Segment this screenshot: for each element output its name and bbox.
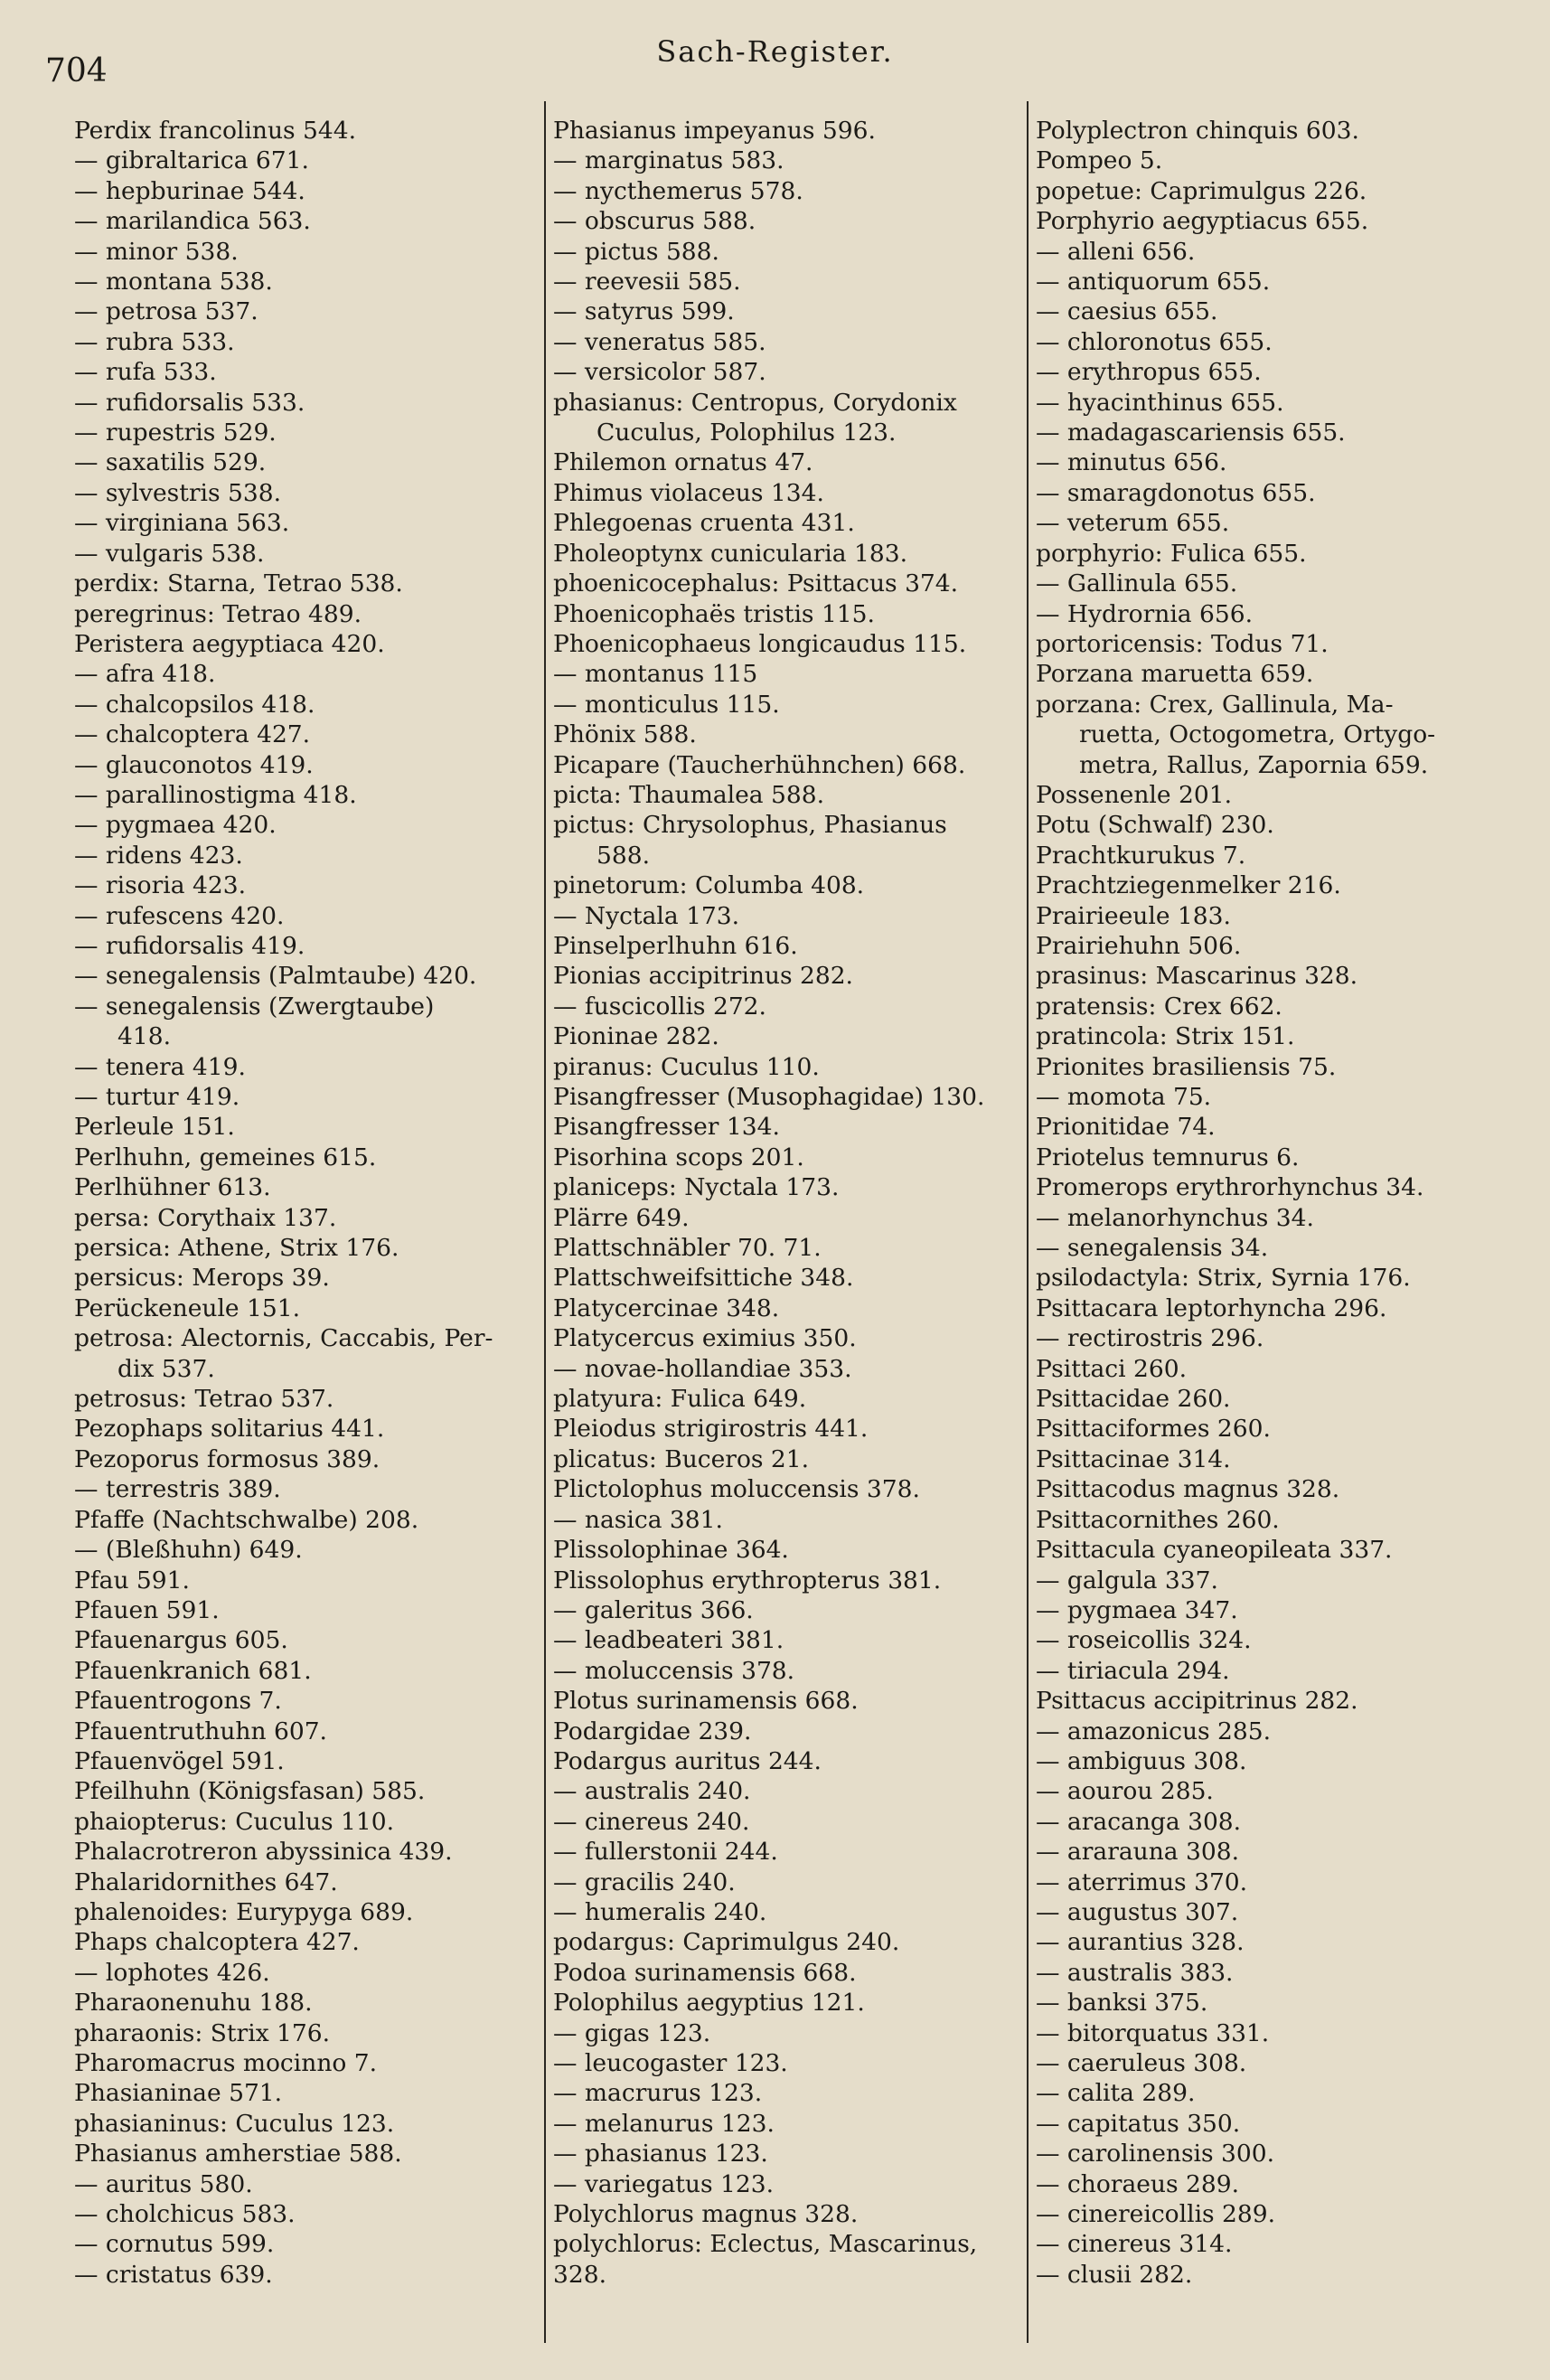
index-entry: Pezoporus formosus 389. [74, 1444, 380, 1473]
index-entry: Prionites brasiliensis 75. [1036, 1052, 1337, 1081]
index-entry: Potu (Schwalf) 230. [1036, 811, 1274, 840]
index-entry: Platycercus eximius 350. [553, 1324, 857, 1353]
index-entry: plicatus: Buceros 21. [553, 1444, 810, 1473]
index-entry: Phoenicophaeus longicaudus 115. [553, 629, 967, 658]
index-entry: prasinus: Mascarinus 328. [1036, 962, 1358, 991]
index-entry: — risoria 423. [74, 871, 246, 900]
index-entry: 328. [553, 2260, 607, 2289]
index-entry: — australis 240. [553, 1777, 751, 1806]
index-entry: portoricensis: Todus 71. [1036, 629, 1329, 658]
index-entry: — banksi 375. [1036, 1989, 1208, 2018]
index-column-1 [74, 116, 535, 2290]
index-entry: — afra 418. [74, 660, 216, 689]
index-entry: — moluccensis 378. [553, 1656, 795, 1685]
index-entry: — hepburinae 544. [74, 176, 305, 205]
index-entry: — tenera 419. [74, 1052, 246, 1081]
index-entry: — galgula 337. [1036, 1566, 1218, 1595]
index-entry: Cuculus, Polophilus 123. [597, 419, 897, 447]
index-entry: — cristatus 639. [74, 2260, 273, 2289]
index-entry: porphyrio: Fulica 655. [1036, 539, 1307, 568]
index-entry: — terrestris 389. [74, 1475, 281, 1504]
index-entry: — chalcoptera 427. [74, 720, 311, 749]
index-entry: Pharomacrus mocinno 7. [74, 2049, 378, 2077]
index-entry: — aterrimus 370. [1036, 1867, 1248, 1896]
index-entry: Prairieeule 183. [1036, 901, 1231, 930]
index-entry: — phasianus 123. [553, 2140, 768, 2168]
index-entry: Polyplectron chinquis 603. [1036, 117, 1359, 145]
index-entry: Pinselperlhuhn 616. [553, 931, 798, 960]
index-entry: — gigas 123. [553, 2018, 711, 2047]
index-entry: Psittacara leptorhyncha 296. [1036, 1293, 1387, 1322]
index-entry: Promerops erythrorhynchus 34. [1036, 1173, 1424, 1202]
index-entry: — cinereicollis 289. [1036, 2200, 1276, 2229]
index-entry: — rufescens 420. [74, 901, 285, 930]
index-entry: planiceps: Nyctala 173. [553, 1173, 840, 1202]
index-entry: Perlhuhn, gemeines 615. [74, 1143, 377, 1171]
index-entry: — smaragdonotus 655. [1036, 478, 1316, 507]
index-entry: Phlegoenas cruenta 431. [553, 509, 855, 538]
page-number: 704 [45, 52, 108, 89]
index-entry: — clusii 282. [1036, 2260, 1193, 2289]
index-entry: Polophilus aegyptius 121. [553, 1989, 865, 2018]
index-entry: — minutus 656. [1036, 448, 1227, 477]
index-entry: metra, Rallus, Zapornia 659. [1079, 750, 1429, 779]
index-entry: — rufa 533. [74, 358, 217, 387]
index-entry: podargus: Caprimulgus 240. [553, 1928, 900, 1957]
index-entry: Pisangfresser (Musophagidae) 130. [553, 1083, 985, 1111]
index-entry: Perückeneule 151. [74, 1293, 301, 1322]
index-entry: Pfau 591. [74, 1566, 190, 1595]
index-column-2 [553, 116, 1010, 2290]
index-entry: — momota 75. [1036, 1083, 1212, 1111]
index-entry: Pfauenkranich 681. [74, 1656, 312, 1685]
index-entry: Pfauenargus 605. [74, 1626, 288, 1655]
index-entry: Pfaffe (Nachtschwalbe) 208. [74, 1505, 419, 1534]
index-entry: Prachtkurukus 7. [1036, 841, 1246, 870]
index-entry: — cinereus 240. [553, 1807, 750, 1836]
index-entry: — choraeus 289. [1036, 2169, 1240, 2198]
index-entry: — ambiguus 308. [1036, 1746, 1247, 1775]
index-entry: — nasica 381. [553, 1505, 723, 1534]
index-entry: picta: Thaumalea 588. [553, 780, 825, 809]
index-entry: Plattschweifsittiche 348. [553, 1264, 854, 1293]
index-entry: Picapare (Taucherhühnchen) 668. [553, 750, 966, 779]
index-entry: — (Bleßhuhn) 649. [74, 1536, 303, 1565]
index-entry: Pfauentrogons 7. [74, 1687, 282, 1716]
index-entry: — chloronotus 655. [1036, 327, 1273, 356]
index-entry: Peristera aegyptiaca 420. [74, 629, 385, 658]
index-entry: — hyacinthinus 655. [1036, 388, 1284, 417]
index-entry: — gracilis 240. [553, 1867, 736, 1896]
index-entry: Psittacus accipitrinus 282. [1036, 1687, 1358, 1716]
index-entry: Pionias accipitrinus 282. [553, 962, 853, 991]
index-entry: Porphyrio aegyptiacus 655. [1036, 207, 1369, 236]
index-entry: — caesius 655. [1036, 297, 1218, 326]
index-entry: Pholeoptynx cunicularia 183. [553, 539, 907, 568]
index-entry: — Gallinula 655. [1036, 569, 1238, 598]
index-entry: — pygmaea 347. [1036, 1595, 1238, 1624]
index-entry: pratincola: Strix 151. [1036, 1022, 1295, 1051]
index-entry: — minor 538. [74, 237, 239, 266]
index-entry: — chalcopsilos 418. [74, 690, 315, 719]
index-entry: — leucogaster 123. [553, 2049, 788, 2077]
index-entry: Phimus violaceus 134. [553, 478, 824, 507]
column-divider [1027, 101, 1029, 2343]
column-divider [544, 101, 546, 2343]
index-entry: 418. [117, 1022, 172, 1051]
index-entry: — variegatus 123. [553, 2169, 775, 2198]
index-entry: — antiquorum 655. [1036, 268, 1271, 296]
index-entry: perdix: Starna, Tetrao 538. [74, 569, 403, 598]
index-entry: — carolinensis 300. [1036, 2140, 1275, 2168]
index-entry: — fullerstonii 244. [553, 1838, 778, 1867]
index-entry: Psittacornithes 260. [1036, 1505, 1280, 1534]
index-entry: Pisorhina scops 201. [553, 1143, 804, 1171]
index-entry: Psittacinae 314. [1036, 1444, 1231, 1473]
index-entry: Podargus auritus 244. [553, 1746, 822, 1775]
index-entry: — rubra 533. [74, 327, 235, 356]
index-entry: Phasianinae 571. [74, 2079, 283, 2108]
index-entry: — alleni 656. [1036, 237, 1196, 266]
index-entry: Phaps chalcoptera 427. [74, 1928, 360, 1957]
index-entry: phasianus: Centropus, Corydonix [553, 388, 957, 417]
index-entry: — melanurus 123. [553, 2109, 775, 2138]
index-entry: Pisangfresser 134. [553, 1113, 780, 1142]
index-entry: popetue: Caprimulgus 226. [1036, 176, 1367, 205]
index-entry: dix 537. [117, 1354, 215, 1383]
index-entry: Phalaridornithes 647. [74, 1867, 338, 1896]
index-entry: — Nyctala 173. [553, 901, 740, 930]
index-entry: Plissolophinae 364. [553, 1536, 789, 1565]
index-entry: — galeritus 366. [553, 1595, 754, 1624]
index-entry: — calita 289. [1036, 2079, 1196, 2108]
index-entry: — ararauna 308. [1036, 1838, 1240, 1867]
index-entry: — tiriacula 294. [1036, 1656, 1230, 1685]
index-entry: — veneratus 585. [553, 327, 766, 356]
index-entry: Phasianus amherstiae 588. [74, 2140, 402, 2168]
index-entry: — marilandica 563. [74, 207, 311, 236]
index-entry: pictus: Chrysolophus, Phasianus [553, 811, 947, 840]
index-entry: — nycthemerus 578. [553, 176, 803, 205]
index-entry: ruetta, Octogometra, Ortygo- [1079, 720, 1436, 749]
index-entry: — caeruleus 308. [1036, 2049, 1247, 2077]
index-entry: — senegalensis 34. [1036, 1234, 1269, 1263]
index-entry: Pompeo 5. [1036, 146, 1163, 175]
index-entry: phaiopterus: Cuculus 110. [74, 1807, 395, 1836]
index-entry: Philemon ornatus 47. [553, 448, 813, 477]
index-entry: pratensis: Crex 662. [1036, 992, 1282, 1021]
index-entry: Podargidae 239. [553, 1717, 752, 1745]
index-entry: piranus: Cuculus 110. [553, 1052, 820, 1081]
index-entry: — turtur 419. [74, 1083, 240, 1111]
index-entry: Psittaciformes 260. [1036, 1415, 1271, 1444]
index-entry: psilodactyla: Strix, Syrnia 176. [1036, 1264, 1411, 1293]
index-entry: phoenicocephalus: Psittacus 374. [553, 569, 959, 598]
index-entry: Plictolophus moluccensis 378. [553, 1475, 920, 1504]
index-entry: — amazonicus 285. [1036, 1717, 1272, 1745]
index-entry: — lophotes 426. [74, 1958, 270, 1987]
index-entry: — cornutus 599. [74, 2230, 275, 2259]
index-entry: Pfeilhuhn (Königsfasan) 585. [74, 1777, 426, 1806]
index-entry: Plärre 649. [553, 1203, 690, 1232]
index-entry: — auritus 580. [74, 2169, 253, 2198]
index-entry: Pezophaps solitarius 441. [74, 1415, 385, 1444]
index-entry: — fuscicollis 272. [553, 992, 766, 1021]
index-entry: — vulgaris 538. [74, 539, 265, 568]
page-header: Sach-Register. [656, 34, 894, 69]
index-entry: Phönix 588. [553, 720, 697, 749]
index-entry: petrosa: Alectornis, Caccabis, Per- [74, 1324, 493, 1353]
index-entry: Podoa surinamensis 668. [553, 1958, 857, 1987]
index-entry: — rufidorsalis 419. [74, 931, 305, 960]
index-entry: — melanorhynchus 34. [1036, 1203, 1314, 1232]
index-entry: 588. [597, 841, 651, 870]
index-entry: phalenoides: Eurypyga 689. [74, 1897, 414, 1926]
index-entry: Pfauentruthuhn 607. [74, 1717, 327, 1745]
index-entry: Psittacula cyaneopileata 337. [1036, 1536, 1393, 1565]
index-entry: — versicolor 587. [553, 358, 766, 387]
index-entry: Pfauenvögel 591. [74, 1746, 285, 1775]
index-entry: — virginiana 563. [74, 509, 290, 538]
index-entry: — aurantius 328. [1036, 1928, 1245, 1957]
index-entry: — ridens 423. [74, 841, 243, 870]
index-entry: Phasianus impeyanus 596. [553, 117, 876, 145]
index-entry: Psittaci 260. [1036, 1354, 1188, 1383]
index-entry: — roseicollis 324. [1036, 1626, 1252, 1655]
index-entry: — satyrus 599. [553, 297, 735, 326]
index-entry: — senegalensis (Palmtaube) 420. [74, 962, 477, 991]
index-entry: — madagascariensis 655. [1036, 419, 1346, 447]
index-entry: — glauconotos 419. [74, 750, 314, 779]
index-entry: persica: Athene, Strix 176. [74, 1234, 399, 1263]
index-entry: porzana: Crex, Gallinula, Ma- [1036, 690, 1394, 719]
index-entry: — reevesii 585. [553, 268, 741, 296]
index-entry: — parallinostigma 418. [74, 780, 357, 809]
index-entry: Psittacidae 260. [1036, 1385, 1231, 1414]
index-entry: — augustus 307. [1036, 1897, 1239, 1926]
index-entry: pharaonis: Strix 176. [74, 2018, 331, 2047]
index-entry: — bitorquatus 331. [1036, 2018, 1270, 2047]
index-entry: — saxatilis 529. [74, 448, 267, 477]
index-entry: Perlhühner 613. [74, 1173, 271, 1202]
index-entry: — montanus 115 [553, 660, 758, 689]
index-entry: petrosus: Tetrao 537. [74, 1385, 334, 1414]
index-entry: Prairiehuhn 506. [1036, 931, 1242, 960]
index-entry: — pictus 588. [553, 237, 719, 266]
index-entry: Pharaonenuhu 188. [74, 1989, 313, 2018]
index-entry: Porzana maruetta 659. [1036, 660, 1314, 689]
index-entry: Plattschnäbler 70. 71. [553, 1234, 822, 1263]
index-entry: Platycercinae 348. [553, 1293, 780, 1322]
index-entry: — monticulus 115. [553, 690, 780, 719]
index-entry: — capitatus 350. [1036, 2109, 1241, 2138]
index-entry: — veterum 655. [1036, 509, 1230, 538]
index-entry: Pleiodus strigirostris 441. [553, 1415, 869, 1444]
index-entry: — rectirostris 296. [1036, 1324, 1264, 1353]
index-entry: Phalacrotreron abyssinica 439. [74, 1838, 453, 1867]
index-entry: — petrosa 537. [74, 297, 258, 326]
index-entry: phasianinus: Cuculus 123. [74, 2109, 395, 2138]
index-entry: — erythropus 655. [1036, 358, 1262, 387]
index-entry: Plissolophus erythropterus 381. [553, 1566, 942, 1595]
index-entry: Perleule 151. [74, 1113, 235, 1142]
index-entry: Psittacodus magnus 328. [1036, 1475, 1340, 1504]
index-column-3 [1036, 116, 1506, 2290]
index-entry: persa: Corythaix 137. [74, 1203, 337, 1232]
index-entry: persicus: Merops 39. [74, 1264, 330, 1293]
index-entry: — Hydrornia 656. [1036, 599, 1254, 628]
index-entry: — aourou 285. [1036, 1777, 1214, 1806]
index-entry: — cinereus 314. [1036, 2230, 1233, 2259]
index-entry: Prionitidae 74. [1036, 1113, 1216, 1142]
index-entry: — novae-hollandiae 353. [553, 1354, 852, 1383]
index-entry: — macrurus 123. [553, 2079, 763, 2108]
index-entry: — montana 538. [74, 268, 273, 296]
index-entry: — leadbeateri 381. [553, 1626, 784, 1655]
index-entry: Pioninae 282. [553, 1022, 719, 1051]
index-entry: — gibraltarica 671. [74, 146, 309, 175]
index-entry: Priotelus temnurus 6. [1036, 1143, 1300, 1171]
index-entry: peregrinus: Tetrao 489. [74, 599, 362, 628]
index-entry: — aracanga 308. [1036, 1807, 1242, 1836]
index-entry: — rufidorsalis 533. [74, 388, 305, 417]
index-entry: platyura: Fulica 649. [553, 1385, 807, 1414]
index-entry: — pygmaea 420. [74, 811, 277, 840]
index-entry: Possenenle 201. [1036, 780, 1232, 809]
index-entry: Prachtziegenmelker 216. [1036, 871, 1341, 900]
index-entry: Perdix francolinus 544. [74, 117, 357, 145]
index-entry: — australis 383. [1036, 1958, 1234, 1987]
index-entry: Polychlorus magnus 328. [553, 2200, 859, 2229]
index-entry: polychlorus: Eclectus, Mascarinus, [553, 2230, 978, 2259]
index-entry: — humeralis 240. [553, 1897, 767, 1926]
index-entry: pinetorum: Columba 408. [553, 871, 865, 900]
index-entry: — cholchicus 583. [74, 2200, 296, 2229]
index-entry: — obscurus 588. [553, 207, 756, 236]
index-entry: Pfauen 591. [74, 1595, 220, 1624]
index-entry: — marginatus 583. [553, 146, 784, 175]
index-entry: — sylvestris 538. [74, 478, 282, 507]
index-entry: Plotus surinamensis 668. [553, 1687, 859, 1716]
index-entry: Phoenicophaës tristis 115. [553, 599, 875, 628]
index-entry: — senegalensis (Zwergtaube) [74, 992, 435, 1021]
index-entry: — rupestris 529. [74, 419, 277, 447]
